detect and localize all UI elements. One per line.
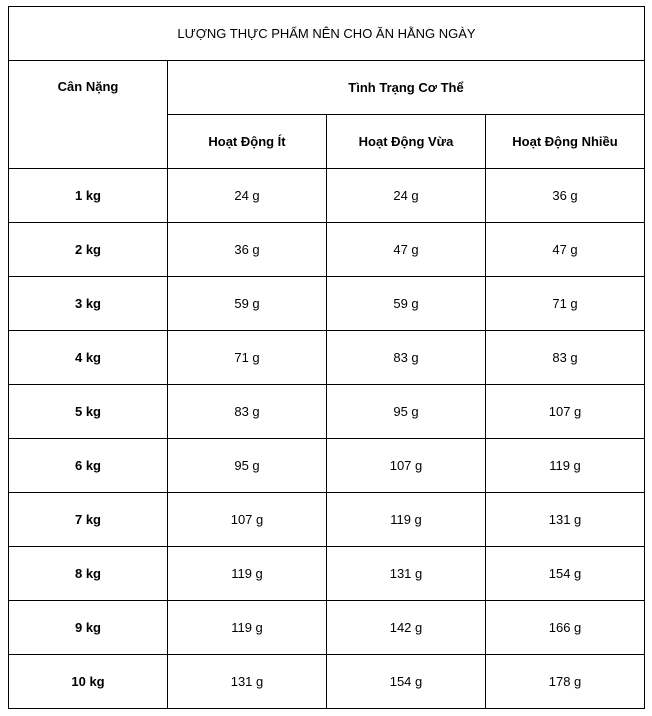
medium-activity-cell: 131 g <box>327 547 486 601</box>
table-row <box>9 601 645 655</box>
table-row <box>9 547 645 601</box>
high-activity-cell: 119 g <box>486 439 645 493</box>
high-activity-cell: 107 g <box>486 385 645 439</box>
low-activity-cell: 131 g <box>168 655 327 709</box>
low-activity-cell: 71 g <box>168 331 327 385</box>
low-activity-cell: 95 g <box>168 439 327 493</box>
low-activity-cell: 83 g <box>168 385 327 439</box>
weight-cell: 9 kg <box>9 601 168 655</box>
table-row <box>9 277 645 331</box>
medium-activity-cell: 24 g <box>327 169 486 223</box>
high-activity-cell: 178 g <box>486 655 645 709</box>
low-activity-cell: 24 g <box>168 169 327 223</box>
activity-low-header: Hoạt Động Ít <box>168 115 327 169</box>
medium-activity-cell: 95 g <box>327 385 486 439</box>
medium-activity-cell: 119 g <box>327 493 486 547</box>
high-activity-cell: 154 g <box>486 547 645 601</box>
medium-activity-cell: 59 g <box>327 277 486 331</box>
weight-cell: 7 kg <box>9 493 168 547</box>
medium-activity-cell: 154 g <box>327 655 486 709</box>
high-activity-cell: 131 g <box>486 493 645 547</box>
medium-activity-cell: 142 g <box>327 601 486 655</box>
weight-cell: 6 kg <box>9 439 168 493</box>
activity-medium-header: Hoạt Động Vừa <box>327 115 486 169</box>
table-row <box>9 655 645 709</box>
body-status-header: Tình Trạng Cơ Thể <box>168 61 645 115</box>
weight-cell: 10 kg <box>9 655 168 709</box>
high-activity-cell: 166 g <box>486 601 645 655</box>
low-activity-cell: 59 g <box>168 277 327 331</box>
table-row <box>9 223 645 277</box>
high-activity-cell: 83 g <box>486 331 645 385</box>
weight-cell: 5 kg <box>9 385 168 439</box>
table-row <box>9 331 645 385</box>
medium-activity-cell: 47 g <box>327 223 486 277</box>
medium-activity-cell: 107 g <box>327 439 486 493</box>
table-title: LƯỢNG THỰC PHẨM NÊN CHO ĂN HẰNG NGÀY <box>9 7 645 61</box>
low-activity-cell: 36 g <box>168 223 327 277</box>
weight-cell: 8 kg <box>9 547 168 601</box>
table-row <box>9 493 645 547</box>
weight-cell: 2 kg <box>9 223 168 277</box>
table-row <box>9 385 645 439</box>
low-activity-cell: 119 g <box>168 601 327 655</box>
weight-cell: 4 kg <box>9 331 168 385</box>
high-activity-cell: 36 g <box>486 169 645 223</box>
weight-cell: 3 kg <box>9 277 168 331</box>
weight-header: Cân Nặng <box>9 61 168 169</box>
weight-cell: 1 kg <box>9 169 168 223</box>
title-row <box>9 7 645 61</box>
activity-high-header: Hoạt Động Nhiều <box>486 115 645 169</box>
high-activity-cell: 47 g <box>486 223 645 277</box>
table-row <box>9 169 645 223</box>
low-activity-cell: 119 g <box>168 547 327 601</box>
medium-activity-cell: 83 g <box>327 331 486 385</box>
header-row-top <box>9 61 645 115</box>
table-row <box>9 439 645 493</box>
low-activity-cell: 107 g <box>168 493 327 547</box>
high-activity-cell: 71 g <box>486 277 645 331</box>
food-amount-table <box>8 6 645 709</box>
